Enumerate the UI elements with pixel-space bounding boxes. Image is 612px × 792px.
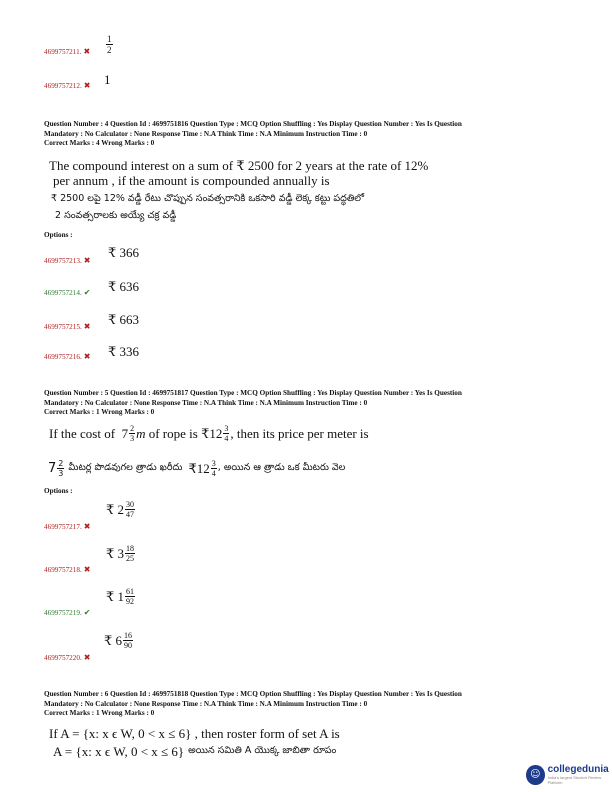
question-meta: Question Number : 6 Question Id : 4699751818 Question Type : MCQ Option Shuffling : Yes Display Question Number : Yes Is Question Mandatory : No Calculator : None Response Time : N.A Think Time : N.A Minimum Instruction Time : 0 Correct Marks : 1 Wrong Marks : 0 bbox=[44, 690, 462, 718]
question-text: The compound interest on a sum of ₹ 2500 for 2 years at the rate of 12% per annum , if the amount is compounded annually is bbox=[49, 158, 429, 188]
collegedunia-logo: ☺ collegedunia India's largest Student Review Platform bbox=[526, 764, 612, 785]
option-id: 4699757220. ✖ bbox=[44, 653, 91, 662]
options-label: Options : bbox=[44, 487, 73, 495]
wrong-mark-icon: ✖ bbox=[83, 565, 91, 574]
option-value: ₹ 2 $\frac{30}{47}$ bbox=[106, 500, 135, 519]
question-meta: Question Number : 4 Question Id : 4699751816 Question Type : MCQ Option Shuffling : Yes Display Question Number : Yes Is Question Mandatory : No Calculator : None Response Time : N.A Think Time : N.A Minimum Instruction Time : 0 Correct Marks : 4 Wrong Marks : 0 bbox=[44, 120, 462, 148]
correct-check-icon: ✔ bbox=[83, 608, 91, 617]
options-label: Options : bbox=[44, 231, 73, 239]
option-value: ₹ 663 bbox=[108, 312, 140, 327]
wrong-mark-icon: ✖ bbox=[83, 653, 91, 662]
option-value: ₹ 336 bbox=[108, 344, 140, 359]
option-id: 4699757211. ✖ bbox=[44, 47, 91, 56]
wrong-mark-icon: ✖ bbox=[83, 522, 91, 531]
wrong-mark-icon: ✖ bbox=[83, 81, 91, 90]
option-id: 4699757213. ✖ bbox=[44, 256, 91, 265]
wrong-mark-icon: ✖ bbox=[83, 322, 91, 331]
option-id: 4699757218. ✖ bbox=[44, 565, 91, 574]
option-id: 4699757212. ✖ bbox=[44, 81, 91, 90]
option-value: ₹ 366 bbox=[108, 245, 140, 260]
question-text-telugu: A = {x: x ϵ W, 0 < x ≤ 6} అయిన సమితి A యొక్క జాబితా రూపం bbox=[53, 743, 337, 759]
logo-icon: ☺ bbox=[526, 765, 545, 785]
option-id: 4699757217. ✖ bbox=[44, 522, 91, 531]
option-id: 4699757214. ✔ bbox=[44, 288, 91, 297]
question-meta: Question Number : 5 Question Id : 4699751817 Question Type : MCQ Option Shuffling : Yes Display Question Number : Yes Is Question Mandatory : No Calculator : None Response Time : N.A Think Time : N.A Minimum Instruction Time : 0 Correct Marks : 1 Wrong Marks : 0 bbox=[44, 389, 462, 417]
wrong-mark-icon: ✖ bbox=[83, 256, 91, 265]
wrong-mark-icon: ✖ bbox=[83, 47, 91, 56]
option-id: 4699757215. ✖ bbox=[44, 322, 91, 331]
correct-check-icon: ✔ bbox=[83, 288, 91, 297]
option-value: ₹ 1 $\frac{61}{92}$ bbox=[106, 587, 135, 606]
option-value: 1 bbox=[104, 72, 111, 87]
option-id: 4699757219. ✔ bbox=[44, 608, 91, 617]
question-text-telugu: ₹ 2500 లపై 12% వడ్డీ రేటు చొప్పున సంవత్సరానికి ఒకసారి వడ్డీ లెక్క కట్టు పద్ధతిలో 2 సంవత్సరాలకు అయ్యే చక్ర వడ్డీ bbox=[51, 193, 365, 221]
option-value: ₹ 6 $\frac{16}{90}$ bbox=[104, 631, 133, 650]
option-value: ₹ 636 bbox=[108, 279, 140, 294]
question-text: If A = {x: x ϵ W, 0 < x ≤ 6} , then roster form of set A is bbox=[49, 726, 340, 741]
question-text: If the cost of 7 $\frac{2}{3}$ m of rope is ₹12 $\frac{3}{4}$ , then its price per meter is bbox=[49, 424, 369, 443]
option-value: ₹ 3 $\frac{18}{25}$ bbox=[106, 544, 135, 563]
wrong-mark-icon: ✖ bbox=[83, 352, 91, 361]
option-id: 4699757216. ✖ bbox=[44, 352, 91, 361]
question-text-telugu: 7 $\frac{2}{3}$ మీటర్ల పొడవుగల త్రాడు ఖరీదు ₹12 $\frac{3}{4}$ , అయిన ఆ త్రాడు ఒక మీటరు వెల bbox=[48, 459, 346, 478]
option-value: $\frac{1}{2}$ bbox=[107, 34, 112, 55]
